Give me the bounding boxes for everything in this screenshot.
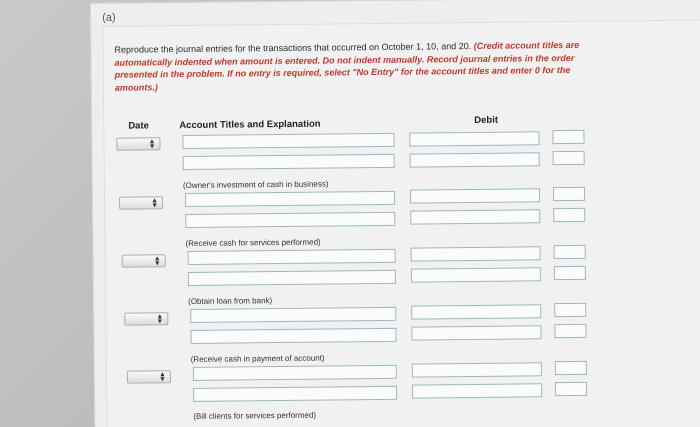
credit-input-2b[interactable] <box>553 208 585 222</box>
entry-explanation-5: (Bill clients for services performed) <box>193 410 317 421</box>
debit-input-2b[interactable] <box>410 209 540 224</box>
date-select-3[interactable] <box>122 254 166 267</box>
account-title-input-2a[interactable] <box>185 191 395 207</box>
account-title-input-5b[interactable] <box>193 386 397 402</box>
instructions <box>114 39 604 94</box>
date-select-5[interactable] <box>127 370 171 383</box>
credit-input-5a[interactable] <box>555 361 587 375</box>
date-header: Date <box>128 120 149 132</box>
date-select-2[interactable] <box>119 196 163 209</box>
credit-input-4a[interactable] <box>554 303 586 317</box>
debit-input-1a[interactable] <box>409 131 539 146</box>
select-arrows-icon: ▲ ▼ <box>151 197 159 210</box>
select-arrows-icon: ▲ ▼ <box>156 313 164 326</box>
entry-explanation-1: (Owner's investment of cash in business) <box>182 179 329 191</box>
debit-input-5a[interactable] <box>412 362 542 377</box>
account-title-input-4b[interactable] <box>190 328 396 344</box>
debit-header: Debit <box>474 114 499 126</box>
question-container <box>90 0 700 427</box>
select-arrows-icon: ▲ ▼ <box>153 255 161 268</box>
journal-panel <box>102 19 700 427</box>
credit-input-1a[interactable] <box>552 130 584 144</box>
account-title-input-1b[interactable] <box>183 154 395 170</box>
select-arrows-icon: ▲ ▼ <box>158 371 166 384</box>
part-label: (a) <box>102 11 116 24</box>
account-title-input-5a[interactable] <box>193 365 397 381</box>
credit-input-1b[interactable] <box>553 151 585 165</box>
debit-input-3b[interactable] <box>411 267 541 282</box>
credit-input-3b[interactable] <box>554 266 586 280</box>
instructions-emphasis: (Credit account titles are automatically indented when amount is entered. Do not indent manually. Record journal entries in the order presented in the problem. If no entry is required, select "No Entry" for the account titles and enter 0 for the amounts.) <box>114 39 580 93</box>
instructions-text: Reproduce the journal entries for the transactions that occurred on October 1, 10, and 20. <box>114 41 472 55</box>
account-title-input-1a[interactable] <box>182 133 394 149</box>
debit-input-3a[interactable] <box>411 246 541 261</box>
select-arrows-icon: ▲ ▼ <box>148 138 156 151</box>
entry-explanation-3: (Obtain loan from bank) <box>188 296 273 306</box>
date-select-1[interactable] <box>116 137 160 150</box>
entry-explanation-2: (Receive cash for services performed) <box>185 237 321 249</box>
account-header: Account Titles and Explanation <box>179 118 321 132</box>
account-title-input-2b[interactable] <box>185 212 395 228</box>
debit-input-1b[interactable] <box>410 152 540 167</box>
date-select-4[interactable] <box>124 312 168 325</box>
debit-input-2a[interactable] <box>410 188 540 203</box>
entry-explanation-4: (Receive cash in payment of account) <box>190 353 325 364</box>
account-title-input-3a[interactable] <box>188 249 396 265</box>
credit-input-2a[interactable] <box>553 187 585 201</box>
credit-input-4b[interactable] <box>554 324 586 338</box>
account-title-input-4a[interactable] <box>190 307 396 323</box>
account-title-input-3b[interactable] <box>188 270 396 286</box>
debit-input-5b[interactable] <box>412 383 542 398</box>
debit-input-4a[interactable] <box>411 304 541 319</box>
credit-input-3a[interactable] <box>554 245 586 259</box>
debit-input-4b[interactable] <box>411 325 541 340</box>
credit-input-5b[interactable] <box>555 382 587 396</box>
